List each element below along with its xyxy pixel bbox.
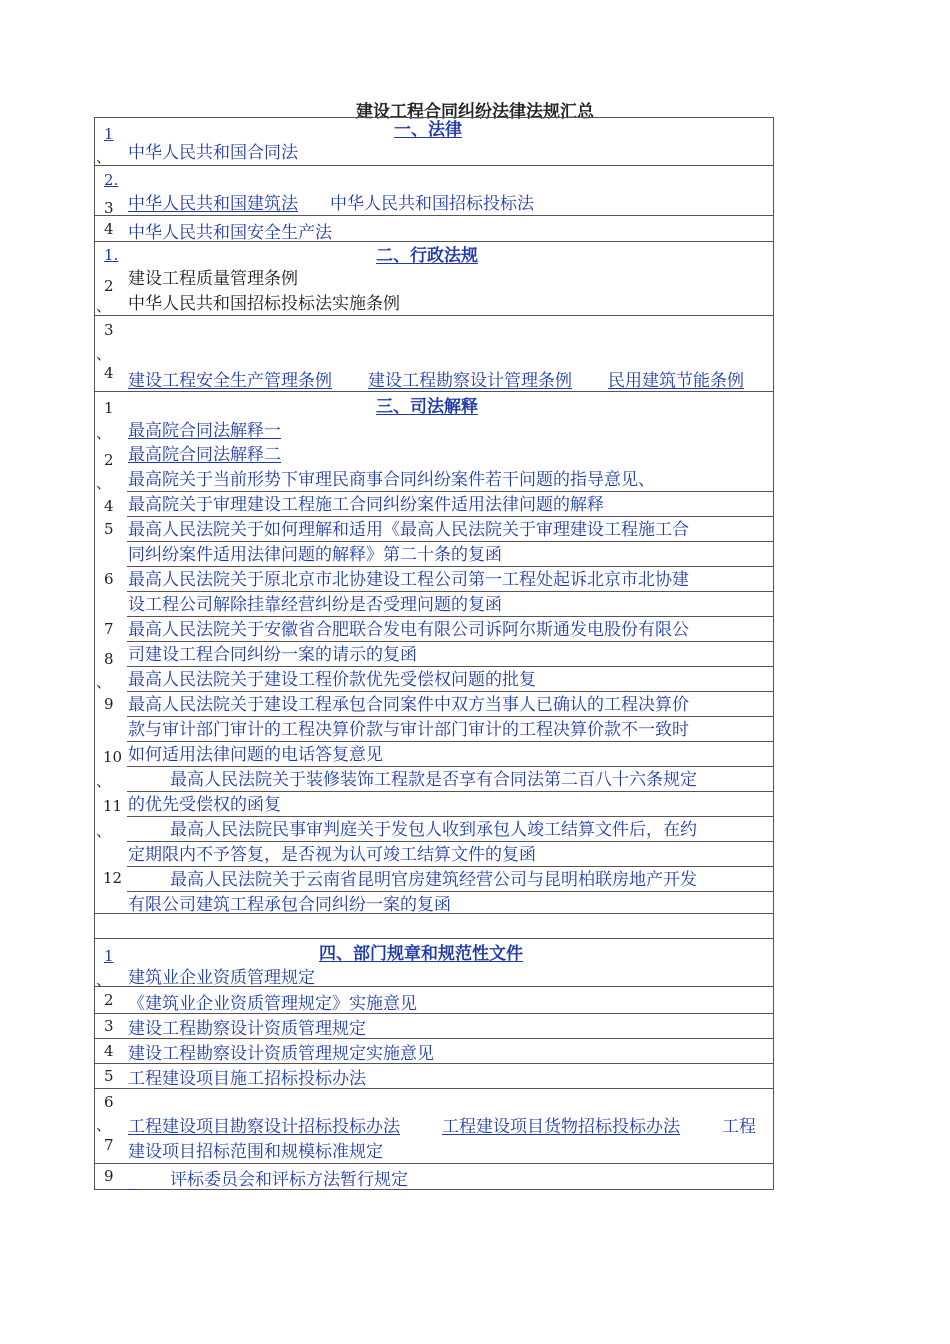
item-number: 、: [96, 822, 112, 840]
item-number: 7: [104, 620, 114, 638]
item-number: 、: [96, 345, 112, 363]
item-number: 11: [103, 797, 123, 815]
rule-item[interactable]: 工程建设项目施工招标投标办法: [128, 1069, 366, 1089]
item-number: 、: [96, 474, 112, 492]
judicial-item[interactable]: 最高院关于审理建设工程施工合同纠纷案件适用法律问题的解释: [128, 495, 604, 515]
document-title: 建设工程合同纠纷法律法规汇总: [356, 102, 594, 122]
item-number: 、: [96, 148, 112, 166]
item-number: 9: [104, 1167, 114, 1185]
row-divider: [127, 766, 774, 767]
judicial-item[interactable]: 的优先受偿权的函复: [128, 795, 281, 815]
row-divider: [127, 741, 774, 742]
section-heading-judicial[interactable]: 三、司法解释: [376, 397, 478, 417]
row-divider: [94, 165, 774, 166]
rule-item[interactable]: 建设项目招标范围和规模标准规定: [128, 1142, 383, 1162]
item-number: 2: [104, 277, 114, 295]
item-number: 2: [104, 451, 114, 469]
judicial-item[interactable]: 司建设工程合同纠纷一案的请示的复函: [128, 645, 417, 665]
rule-item[interactable]: 建筑业企业资质管理规定: [128, 968, 315, 988]
item-number: 1: [104, 399, 114, 417]
row-divider: [127, 641, 774, 642]
judicial-item[interactable]: 最高人民法院关于安徽省合肥联合发电有限公司诉阿尔斯通发电股份有限公: [128, 620, 689, 640]
section-heading-rules[interactable]: 四、部门规章和规范性文件: [319, 944, 523, 964]
row-divider: [94, 938, 774, 939]
item-number: 4: [104, 1042, 114, 1060]
item-number: 、: [96, 1116, 112, 1134]
row-divider: [94, 315, 774, 316]
row-divider: [127, 566, 774, 567]
rule-item[interactable]: 《建筑业企业资质管理规定》实施意见: [128, 994, 417, 1014]
judicial-item[interactable]: 最高人民法院民事审判庭关于发包人收到承包人竣工结算文件后，在约: [170, 820, 697, 840]
row-divider: [127, 616, 774, 617]
item-number: 5: [104, 520, 114, 538]
item-number: 6: [104, 1093, 114, 1111]
admin-item[interactable]: 民用建筑节能条例: [608, 371, 744, 391]
row-divider: [94, 1163, 774, 1164]
rule-item[interactable]: 工程: [722, 1117, 756, 1137]
row-divider: [127, 891, 774, 892]
judicial-item[interactable]: 最高院合同法解释一: [128, 421, 281, 441]
row-divider: [127, 866, 774, 867]
item-number: 10: [103, 748, 123, 766]
item-number: 12: [103, 869, 123, 887]
item-number: 4: [104, 497, 114, 515]
law-item[interactable]: 中华人民共和国安全生产法: [128, 223, 332, 243]
row-divider: [127, 591, 774, 592]
section-heading-admin[interactable]: 二、行政法规: [376, 246, 478, 266]
judicial-item[interactable]: 同纠纷案件适用法律问题的解释》第二十条的复函: [128, 545, 502, 565]
admin-item[interactable]: 建设工程勘察设计管理条例: [368, 371, 572, 391]
item-number: 、: [96, 424, 112, 442]
rule-item[interactable]: 工程建设项目货物招标投标办法: [442, 1117, 680, 1137]
item-number: 、: [96, 772, 112, 790]
item-number: 2: [104, 991, 114, 1009]
item-number: 6: [104, 570, 114, 588]
judicial-item[interactable]: 最高人民法院关于装修装饰工程款是否享有合同法第二百八十六条规定: [170, 770, 697, 790]
item-number: 、: [96, 297, 112, 315]
judicial-item[interactable]: 最高人民法院关于建设工程价款优先受偿权问题的批复: [128, 670, 536, 690]
item-number: 4: [104, 220, 114, 238]
admin-item[interactable]: 建设工程质量管理条例: [128, 269, 298, 289]
rule-item[interactable]: 建设工程勘察设计资质管理规定实施意见: [128, 1044, 434, 1064]
judicial-item[interactable]: 如何适用法律问题的电话答复意见: [128, 745, 383, 765]
row-divider: [127, 816, 774, 817]
item-number: 7: [104, 1136, 114, 1154]
item-number: 2.: [104, 171, 119, 189]
judicial-item[interactable]: 款与审计部门审计的工程决算价款与审计部门审计的工程决算价款不一致时: [128, 720, 689, 740]
judicial-item[interactable]: 最高院关于当前形势下审理民商事合同纠纷案件若干问题的指导意见、: [128, 470, 655, 490]
item-number: 1: [104, 125, 114, 143]
section-heading-law[interactable]: 一、法律: [394, 120, 462, 140]
item-number: 8: [104, 650, 114, 668]
row-divider: [127, 516, 774, 517]
judicial-item[interactable]: 最高人民法院关于原北京市北协建设工程公司第一工程处起诉北京市北协建: [128, 570, 689, 590]
law-item[interactable]: 中华人民共和国建筑法: [128, 194, 298, 214]
judicial-item[interactable]: 最高人民法院关于云南省昆明官房建筑经营公司与昆明柏联房地产开发: [170, 870, 697, 890]
rule-item[interactable]: 工程建设项目勘察设计招标投标办法: [128, 1117, 400, 1137]
row-divider: [127, 841, 774, 842]
judicial-item[interactable]: 最高人民法院关于建设工程承包合同案件中双方当事人已确认的工程决算价: [128, 695, 689, 715]
judicial-item[interactable]: 最高人民法院关于如何理解和适用《最高人民法院关于审理建设工程施工合: [128, 520, 689, 540]
row-divider: [127, 791, 774, 792]
row-divider: [127, 716, 774, 717]
judicial-item[interactable]: 设工程公司解除挂靠经营纠纷是否受理问题的复函: [128, 595, 502, 615]
judicial-item[interactable]: 最高院合同法解释二: [128, 445, 281, 465]
item-number: 4: [104, 364, 114, 382]
law-item[interactable]: 中华人民共和国招标投标法: [330, 194, 534, 214]
row-divider: [127, 541, 774, 542]
item-number: 1: [104, 947, 114, 965]
item-number: 3: [104, 1017, 114, 1035]
admin-item[interactable]: 中华人民共和国招标投标法实施条例: [128, 294, 400, 314]
item-number: 9: [104, 695, 114, 713]
item-number: 1.: [104, 246, 119, 264]
row-divider: [127, 666, 774, 667]
rule-item[interactable]: 评标委员会和评标方法暂行规定: [170, 1170, 408, 1190]
rule-item[interactable]: 建设工程勘察设计资质管理规定: [128, 1019, 366, 1039]
underline-mark: [128, 1189, 138, 1190]
admin-item[interactable]: 建设工程安全生产管理条例: [128, 371, 332, 391]
item-number: 3: [104, 321, 114, 339]
item-number: 、: [96, 971, 112, 989]
item-number: 3: [104, 199, 114, 217]
item-number: 5: [104, 1067, 114, 1085]
judicial-item[interactable]: 有限公司建筑工程承包合同纠纷一案的复函: [128, 895, 451, 915]
law-item[interactable]: 中华人民共和国合同法: [128, 143, 298, 163]
judicial-item[interactable]: 定期限内不予答复，是否视为认可竣工结算文件的复函: [128, 845, 536, 865]
row-divider: [127, 691, 774, 692]
row-divider: [94, 215, 774, 216]
item-number: 、: [96, 673, 112, 691]
row-divider: [127, 491, 774, 492]
